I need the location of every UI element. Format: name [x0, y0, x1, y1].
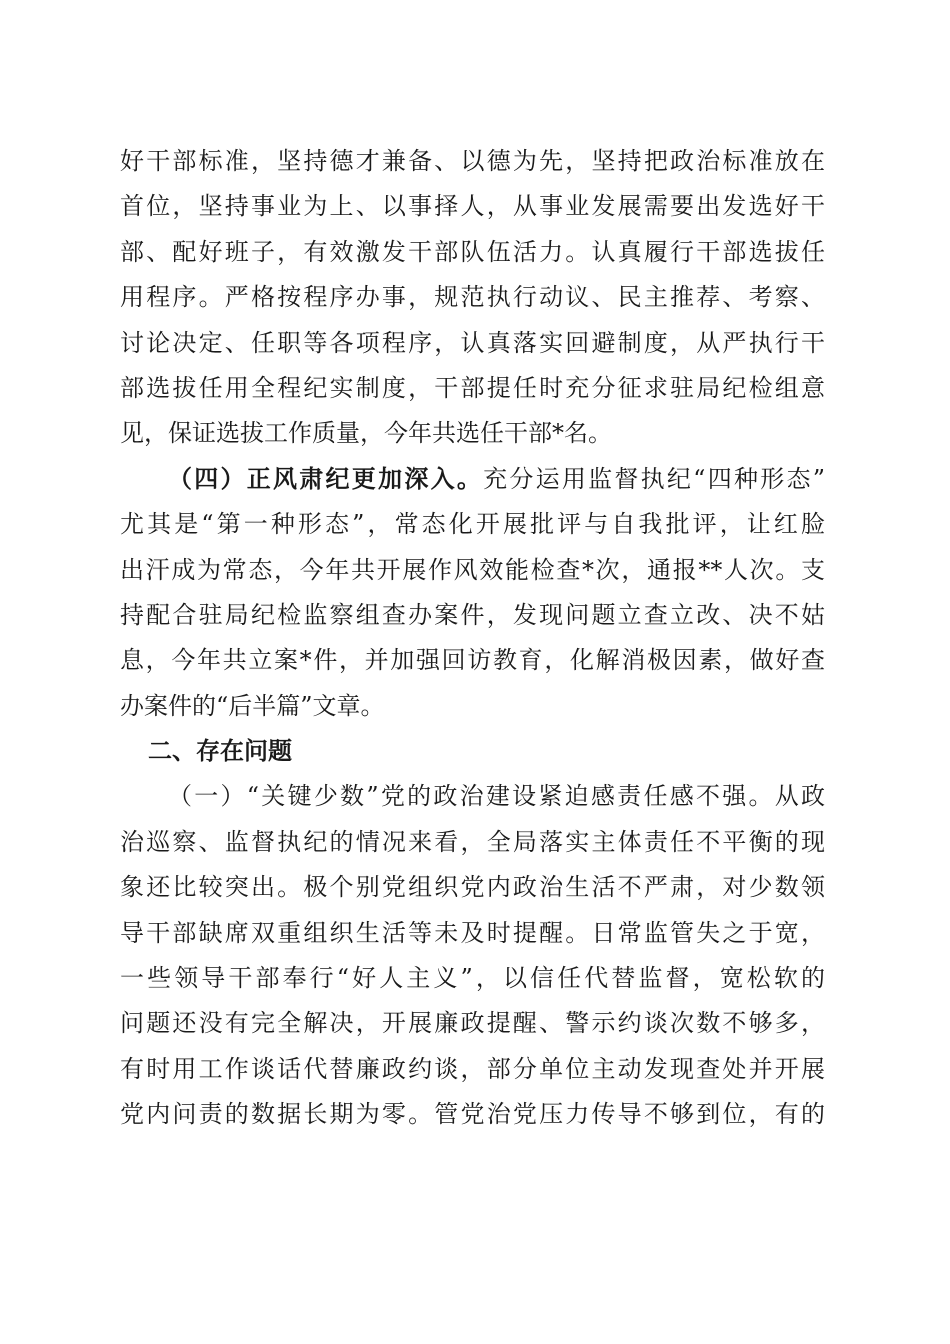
paragraph-discipline: [120, 457, 825, 729]
text-line: 用程序。严格按程序办事，规范执行动议、民主推荐、考察、: [120, 283, 825, 312]
text-line: 导干部缺席双重组织生活等未及时提醒。日常监管失之于宽，: [120, 918, 825, 947]
text-line: （一）“关键少数”党的政治建设紧迫感责任感不强。从政: [168, 782, 825, 811]
text-line: 部选拔任用全程纪实制度，干部提任时充分征求驻局纪检组意: [120, 373, 825, 402]
text-line: 党内问责的数据长期为零。管党治党压力传导不够到位，有的: [120, 1100, 825, 1129]
text-line: 见，保证选拔工作质量，今年共选任干部*名。: [120, 419, 612, 448]
text-line: 办案件的“后半篇”文章。: [120, 691, 385, 720]
text-line: 尤其是“第一种形态”，常态化开展批评与自我批评，让红脸: [120, 510, 825, 539]
text-line: 部、配好班子，有效激发干部队伍活力。认真履行干部选拔任: [120, 237, 825, 266]
paragraph-problems: [120, 774, 825, 1137]
text-line: 一些领导干部奉行“好人主义”，以信任代替监督，宽松软的: [120, 964, 825, 993]
text-line: 问题还没有完全解决，开展廉政提醒、警示约谈次数不够多，: [120, 1009, 825, 1038]
section-heading: 二、存在问题: [148, 737, 292, 766]
text-line: 持配合驻局纪检监察组查办案件，发现问题立查立改、决不姑: [120, 600, 825, 629]
paragraph-lead-heading: （四）正风肃纪更加深入。: [168, 464, 484, 493]
text-line: 好干部标准，坚持德才兼备、以德为先，坚持把政治标准放在: [120, 147, 825, 175]
text-line: 象还比较突出。极个别党组织党内政治生活不严肃，对少数领: [120, 873, 825, 902]
paragraph-lead-rest: 充分运用监督执纪“四种形态”: [483, 464, 826, 493]
text-line: 息，今年共立案*件，并加强回访教育，化解消极因素，做好查: [120, 646, 825, 675]
document-body: [120, 139, 825, 1138]
text-line: 出汗成为常态，今年共开展作风效能检查*次，通报**人次。支: [120, 555, 825, 584]
text-line: [120, 457, 825, 502]
text-line: 讨论决定、任职等各项程序，认真落实回避制度，从严执行干: [120, 328, 825, 357]
text-line: 首位，坚持事业为上、以事择人，从事业发展需要出发选好干: [120, 192, 825, 221]
text-line: 有时用工作谈话代替廉政约谈，部分单位主动发现查处并开展: [120, 1054, 825, 1083]
text-line: 治巡察、监督执纪的情况来看，全局落实主体责任不平衡的现: [120, 827, 825, 856]
paragraph-cadre-selection: [120, 139, 825, 457]
